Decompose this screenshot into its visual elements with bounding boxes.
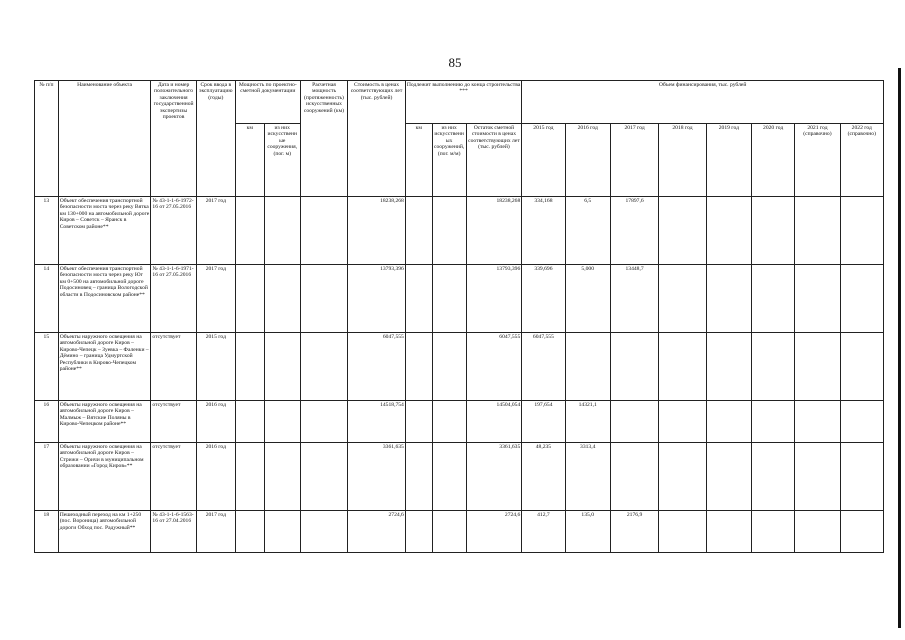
cell-rem-cost: 2724,6: [466, 511, 522, 553]
table-row: [35, 197, 884, 265]
cell-empty: [659, 265, 706, 333]
header-year-2015: 2015 год: [522, 124, 565, 197]
cell-2017: [610, 333, 658, 401]
cell-date: № 43-1-1-6-1563-16 от 27.04.2016: [151, 511, 196, 553]
header-date: Дата и номер положительного заключения государственной экспертизы проектов: [151, 81, 196, 197]
cell-empty: [840, 197, 883, 265]
cell-empty: [795, 197, 840, 265]
cell-date: № 43-1-1-6-1972-16 от 27.05.2016: [151, 197, 196, 265]
cell-2016: 14321,1: [565, 401, 610, 443]
cell-empty: [264, 197, 300, 265]
cell-rem-cost: 14504,054: [466, 401, 522, 443]
cell-name: Объекты наружного освещения на автомобильной дороге Киров – Кирово-Чепецк – Зуевка – Фаленки – Дёмино – граница Удмуртской Республики в Кирово-Чепецком районе**: [58, 333, 151, 401]
header-rem-cost: Остаток сметной стоимости в ценах соответствующих лет (тыс. рублей): [466, 124, 522, 197]
cell-empty: [752, 197, 795, 265]
cell-empty: [300, 265, 347, 333]
header-power-km: км: [235, 124, 264, 197]
cell-empty: [300, 401, 347, 443]
cell-empty: [706, 197, 751, 265]
cell-cost: 18238,268: [348, 197, 406, 265]
table-row: [35, 401, 884, 443]
cell-empty: [235, 443, 264, 511]
header-remaining: Подлежит выполнению до конца строительства ***: [405, 81, 521, 124]
cell-empty: [264, 265, 300, 333]
table-row: [35, 265, 884, 333]
cell-name: Объект обеспечения транспортной безопасности моста через реку Юг км 0+500 на автомобильной дороге Подосиновец – граница Вологодской области в Подосиновском районе**: [58, 265, 151, 333]
header-calc-power: Расчетная мощность (протяженность) искусственных сооружений (км): [300, 81, 347, 197]
header-year-2022: 2022 год (справочно): [840, 124, 883, 197]
cell-term: 2016 год: [196, 401, 235, 443]
cell-empty: [432, 333, 466, 401]
cell-empty: [432, 197, 466, 265]
table-row: [35, 333, 884, 401]
cell-empty: [405, 197, 432, 265]
cell-empty: [405, 333, 432, 401]
cell-date: отсутствует: [151, 443, 196, 511]
cell-empty: [264, 511, 300, 553]
header-power-art: из них искусственные сооружения, (пог. м): [264, 124, 300, 197]
cell-2016: [565, 333, 610, 401]
cell-2016: 5,000: [565, 265, 610, 333]
cell-term: 2017 год: [196, 511, 235, 553]
header-year-2020: 2020 год: [752, 124, 795, 197]
cell-cost: 14518,754: [348, 401, 406, 443]
header-rem-art: из них искусственных сооружений, (пог. м/м): [432, 124, 466, 197]
cell-2015: 6047,555: [522, 333, 565, 401]
cell-empty: [405, 401, 432, 443]
header-name: Наименование объекта: [58, 81, 151, 197]
header-year-2018: 2018 год: [659, 124, 706, 197]
cell-2015: 412,7: [522, 511, 565, 553]
cell-empty: [432, 265, 466, 333]
cell-empty: [235, 333, 264, 401]
header-cost: Стоимость в ценах соответствующих лет (тыс. рублей): [348, 81, 406, 197]
cell-empty: [795, 265, 840, 333]
cell-rem-cost: 13793,396: [466, 265, 522, 333]
cell-2016: 6,5: [565, 197, 610, 265]
cell-empty: [795, 333, 840, 401]
cell-empty: [840, 443, 883, 511]
cell-name: Объекты наружного освещения на автомобильной дороге Киров – Стрижи – Оричи в муниципальном образовании «Город Киров»**: [58, 443, 151, 511]
cell-2016: 135,0: [565, 511, 610, 553]
cell-2017: 2176,9: [610, 511, 658, 553]
cell-2015: 339,696: [522, 265, 565, 333]
cell-empty: [405, 265, 432, 333]
cell-num: 17: [35, 443, 59, 511]
cell-empty: [706, 401, 751, 443]
cell-empty: [795, 443, 840, 511]
cell-empty: [264, 401, 300, 443]
cell-empty: [795, 401, 840, 443]
cell-empty: [432, 443, 466, 511]
cell-empty: [235, 511, 264, 553]
cell-empty: [264, 443, 300, 511]
header-year-2016: 2016 год: [565, 124, 610, 197]
cell-term: 2016 год: [196, 443, 235, 511]
cell-empty: [659, 333, 706, 401]
cell-empty: [706, 443, 751, 511]
cell-rem-cost: 18238,268: [466, 197, 522, 265]
cell-date: отсутствует: [151, 401, 196, 443]
page-edge-line: [898, 68, 901, 628]
header-year-2019: 2019 год: [706, 124, 751, 197]
cell-2017: [610, 401, 658, 443]
cell-empty: [264, 333, 300, 401]
cell-empty: [659, 401, 706, 443]
cell-num: 18: [35, 511, 59, 553]
cell-empty: [659, 197, 706, 265]
header-financing: Объем финансирования, тыс. рублей: [522, 81, 884, 124]
cell-empty: [235, 401, 264, 443]
cell-cost: 3361,635: [348, 443, 406, 511]
cell-name: Пешеходный переход на км 1+250 (пос. Вороница) автомобильной дороги Обход пос. Радужный**: [58, 511, 151, 553]
cell-empty: [300, 333, 347, 401]
cell-num: 15: [35, 333, 59, 401]
header-num: № п/п: [35, 81, 59, 197]
cell-rem-cost: 3361,635: [466, 443, 522, 511]
cell-empty: [840, 511, 883, 553]
cell-empty: [432, 401, 466, 443]
cell-2017: 13448,7: [610, 265, 658, 333]
cell-empty: [300, 443, 347, 511]
cell-2015: 334,168: [522, 197, 565, 265]
header-year-2017: 2017 год: [610, 124, 658, 197]
cell-term: 2017 год: [196, 265, 235, 333]
header-term: Срок ввода в эксплуатацию (годы): [196, 81, 235, 197]
cell-empty: [300, 511, 347, 553]
table-row: [35, 443, 884, 511]
cell-empty: [840, 401, 883, 443]
cell-empty: [405, 443, 432, 511]
cell-empty: [752, 511, 795, 553]
cell-empty: [235, 197, 264, 265]
cell-empty: [432, 511, 466, 553]
cell-empty: [752, 265, 795, 333]
page-number: 85: [448, 55, 462, 70]
cell-cost: 2724,6: [348, 511, 406, 553]
cell-empty: [840, 265, 883, 333]
cell-2015: 48,235: [522, 443, 565, 511]
cell-num: 14: [35, 265, 59, 333]
cell-empty: [840, 333, 883, 401]
cell-empty: [706, 511, 751, 553]
cell-name: Объекты наружного освещения на автомобильной дороге Киров – Малмыж – Вятские Поляны в Кирово-Чепецком районе**: [58, 401, 151, 443]
cell-term: 2017 год: [196, 197, 235, 265]
cell-2017: 17897,6: [610, 197, 658, 265]
cell-empty: [706, 265, 751, 333]
cell-2017: [610, 443, 658, 511]
cell-empty: [706, 333, 751, 401]
cell-empty: [752, 333, 795, 401]
cell-date: отсутствует: [151, 333, 196, 401]
cell-empty: [752, 443, 795, 511]
header-year-2021: 2021 год (справочно): [795, 124, 840, 197]
cell-empty: [795, 511, 840, 553]
table-row: [35, 511, 884, 553]
header-power-doc: Мощность по проектно-сметной документации: [235, 81, 300, 124]
cell-empty: [405, 511, 432, 553]
cell-name: Объект обеспечения транспортной безопасности моста через реку Вятка км 130+000 на автомобильной дороге Киров – Советск – Яранск в Советском районе**: [58, 197, 151, 265]
cell-2016: 3313,4: [565, 443, 610, 511]
cell-cost: 13793,396: [348, 265, 406, 333]
cell-empty: [300, 197, 347, 265]
cell-empty: [659, 443, 706, 511]
cell-empty: [659, 511, 706, 553]
cell-2015: 197,654: [522, 401, 565, 443]
cell-cost: 6047,555: [348, 333, 406, 401]
cell-rem-cost: 6047,555: [466, 333, 522, 401]
cell-empty: [752, 401, 795, 443]
cell-empty: [235, 265, 264, 333]
financing-table: [34, 80, 884, 553]
cell-num: 16: [35, 401, 59, 443]
cell-date: № 43-1-1-6-1971-16 от 27.05.2016: [151, 265, 196, 333]
cell-num: 13: [35, 197, 59, 265]
cell-term: 2015 год: [196, 333, 235, 401]
header-rem-km: км: [405, 124, 432, 197]
